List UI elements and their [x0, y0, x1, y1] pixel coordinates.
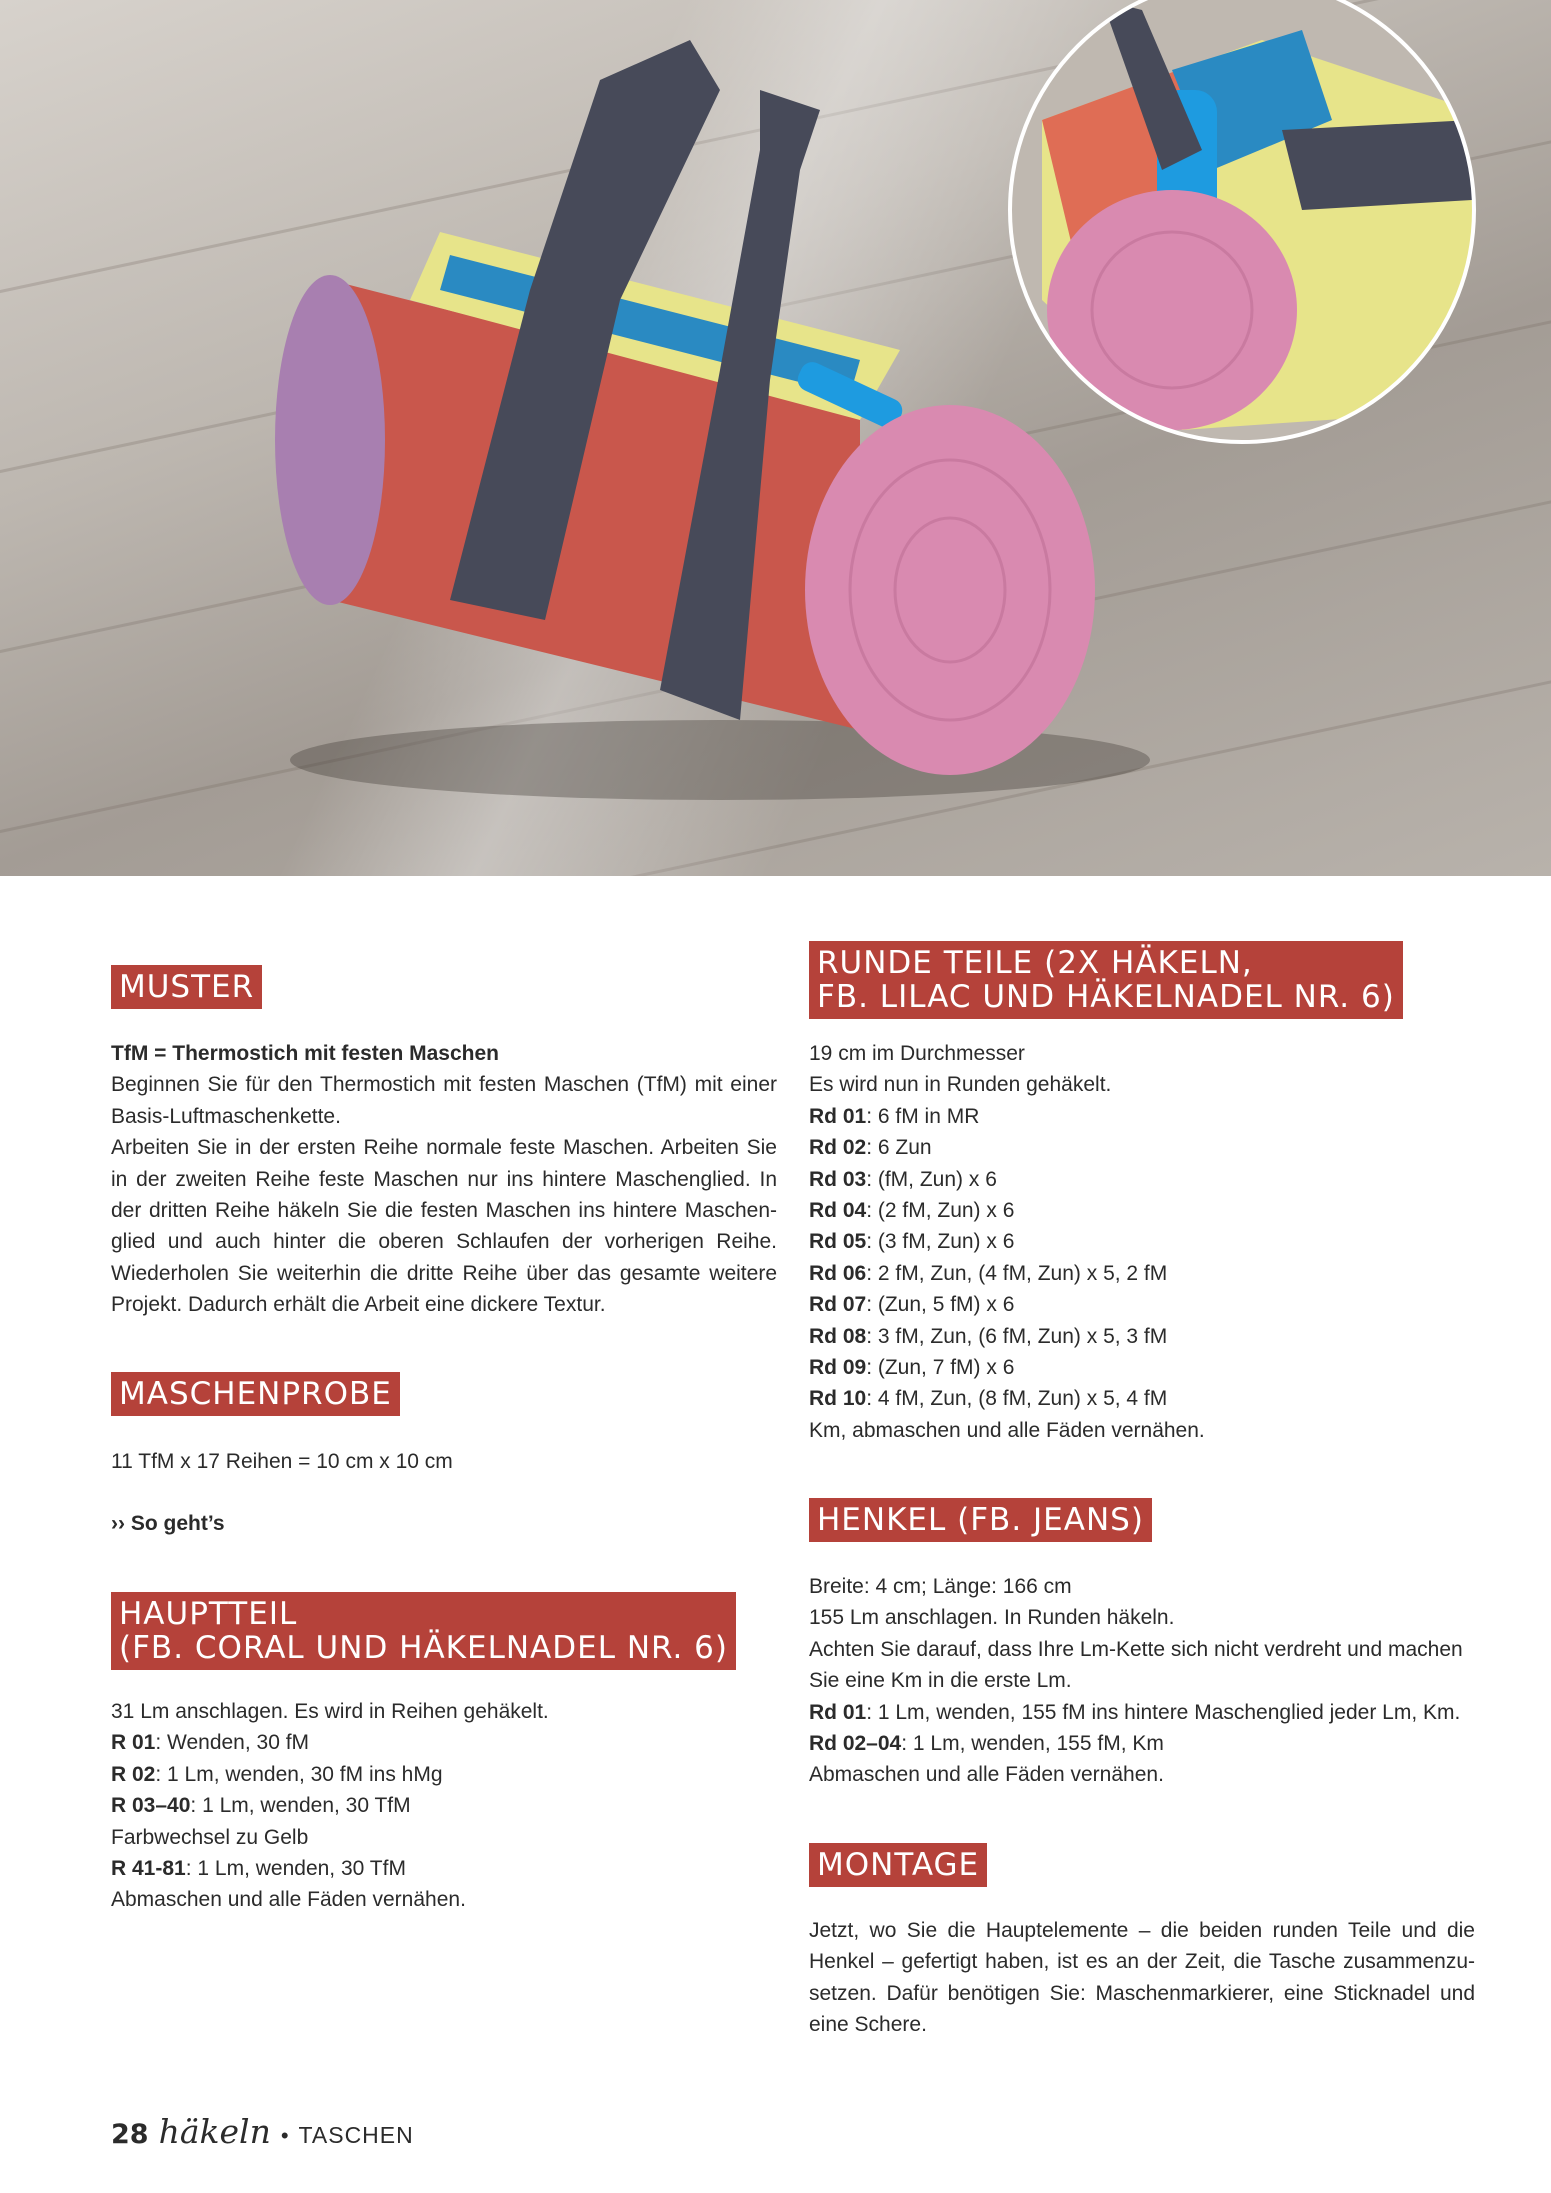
instruction-row: R 02: 1 Lm, wenden, 30 fM ins hMg — [111, 1762, 443, 1786]
instruction-row: Farbwechsel zu Gelb — [111, 1825, 309, 1849]
muster-paragraph-2: Arbeiten Sie in der ersten Reihe normale feste Maschen. Arbeiten Sie in der zweiten Reihe feste Maschen nur ins hintere Maschenglied. In der dritten Reihe häkeln Sie die festen Maschen ins hintere Maschen-glied und auch hinter die oberen Schlaufen der vorherigen Reihe. Wiederholen Sie weiterhin die dritte Reihe über das gesamte weitere Projekt. Dadurch erhält die Arbeit eine dickere Textur. — [111, 1136, 777, 1317]
instruction-row: Rd 01: 1 Lm, wenden, 155 fM ins hintere Maschenglied jeder Lm, Km. — [809, 1700, 1461, 1724]
bag-end-left — [275, 275, 385, 605]
magazine-brand-logo: häkeln — [158, 2112, 271, 2151]
instruction-row: Rd 02: 6 Zun — [809, 1136, 932, 1160]
hauptteil-intro: 31 Lm anschlagen. Es wird in Reihen gehäkelt. — [111, 1700, 549, 1723]
instruction-row: R 03–40: 1 Lm, wenden, 30 TfM — [111, 1794, 411, 1818]
instruction-row: Km, abmaschen und alle Fäden vernähen. — [809, 1418, 1205, 1442]
section-heading-montage: MONTAGE — [809, 1843, 987, 1887]
instruction-row: 155 Lm anschlagen. In Runden häkeln. — [809, 1606, 1175, 1630]
instruction-row: Breite: 4 cm; Länge: 166 cm — [809, 1575, 1072, 1598]
instruction-row: Rd 10: 4 fM, Zun, (8 fM, Zun) x 5, 4 fM — [809, 1387, 1168, 1411]
footer-separator: • — [280, 2123, 289, 2148]
instruction-row: Achten Sie darauf, dass Ihre Lm-Kette sich nicht verdreht und machen Sie eine Km in die erste Lm. — [809, 1637, 1463, 1693]
instruction-row: Rd 09: (Zun, 7 fM) x 6 — [809, 1356, 1015, 1380]
muster-paragraph-1: Beginnen Sie für den Thermostich mit festen Maschen (TfM) mit einer Basis-Luftmaschenkette. — [111, 1073, 777, 1128]
product-photo — [0, 0, 1551, 876]
instruction-row: Rd 05: (3 fM, Zun) x 6 — [809, 1230, 1015, 1254]
muster-title-line: TfM = Thermostich mit festen Maschen — [111, 1042, 499, 1065]
runde-teile-body — [809, 1038, 1475, 1446]
section-heading-maschenprobe: MASCHENPROBE — [111, 1372, 400, 1416]
instruction-row: 19 cm im Durchmesser — [809, 1042, 1025, 1065]
montage-text: Jetzt, wo Sie die Hauptelemente – die beiden runden Teile und die Henkel – gefertigt haben, ist es an der Zeit, die Tasche zusammenzu-setzen. Dafür benötigen Sie: Maschenmarkierer, eine Sticknadel und eine Schere. — [809, 1919, 1475, 2037]
detail-inset — [1002, 0, 1482, 450]
page-footer — [111, 2112, 414, 2152]
instruction-row: Abmaschen und alle Fäden vernähen. — [111, 1888, 466, 1912]
instruction-row: Rd 06: 2 fM, Zun, (4 fM, Zun) x 5, 2 fM — [809, 1261, 1168, 1285]
instruction-row: Rd 03: (fM, Zun) x 6 — [809, 1167, 997, 1191]
instruction-row: Rd 07: (Zun, 5 fM) x 6 — [809, 1293, 1015, 1317]
section-heading-hauptteil: HAUPTTEIL (FB. CORAL UND HÄKELNADEL NR. 6) — [111, 1592, 736, 1670]
instruction-row: Rd 08: 3 fM, Zun, (6 fM, Zun) x 5, 3 fM — [809, 1324, 1168, 1348]
instruction-row: Es wird nun in Runden gehäkelt. — [809, 1073, 1112, 1097]
instruction-row: R 41-81: 1 Lm, wenden, 30 TfM — [111, 1857, 406, 1881]
instruction-row: Abmaschen und alle Fäden vernähen. — [809, 1763, 1164, 1787]
henkel-body — [809, 1571, 1475, 1791]
instruction-row: Rd 01: 6 fM in MR — [809, 1104, 980, 1128]
instruction-row: Rd 04: (2 fM, Zun) x 6 — [809, 1199, 1015, 1223]
instruction-row: Rd 02–04: 1 Lm, wenden, 155 fM, Km — [809, 1732, 1164, 1756]
section-heading-muster: MUSTER — [111, 965, 262, 1009]
footer-category: TASCHEN — [298, 2122, 414, 2148]
so-gehts-label: ›› So geht’s — [111, 1512, 225, 1535]
section-heading-runde-teile: RUNDE TEILE (2X HÄKELN, FB. LILAC UND HÄKELNADEL NR. 6) — [809, 941, 1403, 1019]
instruction-row: R 01: Wenden, 30 fM — [111, 1731, 310, 1755]
maschenprobe-text: 11 TfM x 17 Reihen = 10 cm x 10 cm — [111, 1450, 453, 1473]
page-number: 28 — [111, 2119, 149, 2150]
hauptteil-body — [111, 1696, 777, 1916]
section-heading-henkel: HENKEL (FB. JEANS) — [809, 1498, 1152, 1542]
muster-body — [111, 1038, 777, 1321]
